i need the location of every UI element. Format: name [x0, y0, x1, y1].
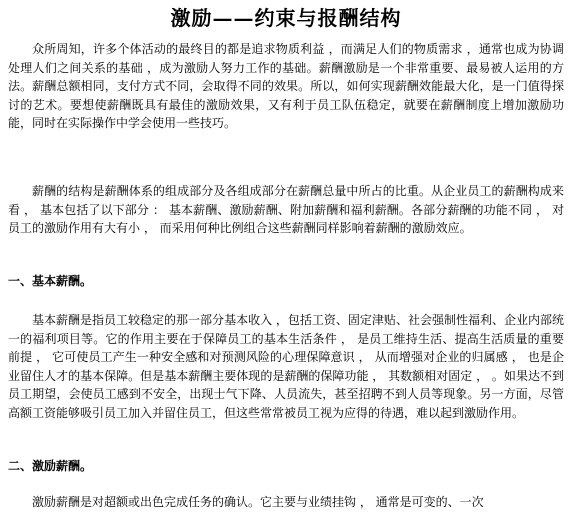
section-heading-basic-salary: 一、基本薪酬。	[8, 274, 93, 288]
paragraph-incentive-salary: 激励薪酬是对超额或出色完成任务的确认。它主要与业绩挂钩 ， 通常是可变的、一次	[32, 495, 484, 509]
section-heading-incentive-salary: 二、激励薪酬。	[8, 459, 93, 473]
document-title: 激励——约束与报酬结构	[170, 6, 402, 30]
paragraph-intro: 众所周知，许多个体活动的最终目的都是追求物质利益 ，而满足人们的物质需求 ，通常也成为协调处理人们之间关系的基础 ，成为激励人努力工作的基础。薪酬激励是一个非常重要、最易被人运用的方法。薪酬总额相同，支付方式不同，会取得不同的效果。所以，如何实现薪酬效能最大化，是一门值得探讨的艺术。要想使薪酬既具有最佳的激励效果，又有利于员工队伍稳定，就要在薪酬制度上增加激励功能，同时在实际操作中学会使用一些技巧。	[8, 42, 564, 131]
paragraph-basic-salary: 基本薪酬是指员工较稳定的那一部分基本收入 ，包括工资、固定津贴、社会强制性福利、企业内部统一的福利项目等。它的作用主要在于保障员工的基本生活条件 ， 是员工维持生活、提高生活质量的重要前提 ， 它可使员工产生一种安全感和对预测风险的心理保障意识 ， 从而增强对企业的归属感 ， 也是企业留住人才的基本保障。但是基本薪酬主要体现的是薪酬的保障功能 ， 其数额相对固定 ， 。如果达不到员工期望，会使员工感到不安全，出现士气下降、人员流失，甚至招聘不到人员等现象。另一方面，尽管高额工资能够吸引员工加入并留住员工，但这些常常被员工视为应得的待遇，难以起到激励作用。	[8, 313, 564, 420]
paragraph-salary-structure: 薪酬的结构是薪酬体系的组成部分及各组成部分在薪酬总量中所占的比重。从企业员工的薪酬构成来看 ， 基本包括了以下部分 ： 基本薪酬、激励薪酬、附加薪酬和福利薪酬。各部分薪酬的功能不同 ， 对员工的激励作用有大有小 ， 而采用何种比例组合这些薪酬同样影响着薪酬的激励效应。	[8, 184, 564, 236]
